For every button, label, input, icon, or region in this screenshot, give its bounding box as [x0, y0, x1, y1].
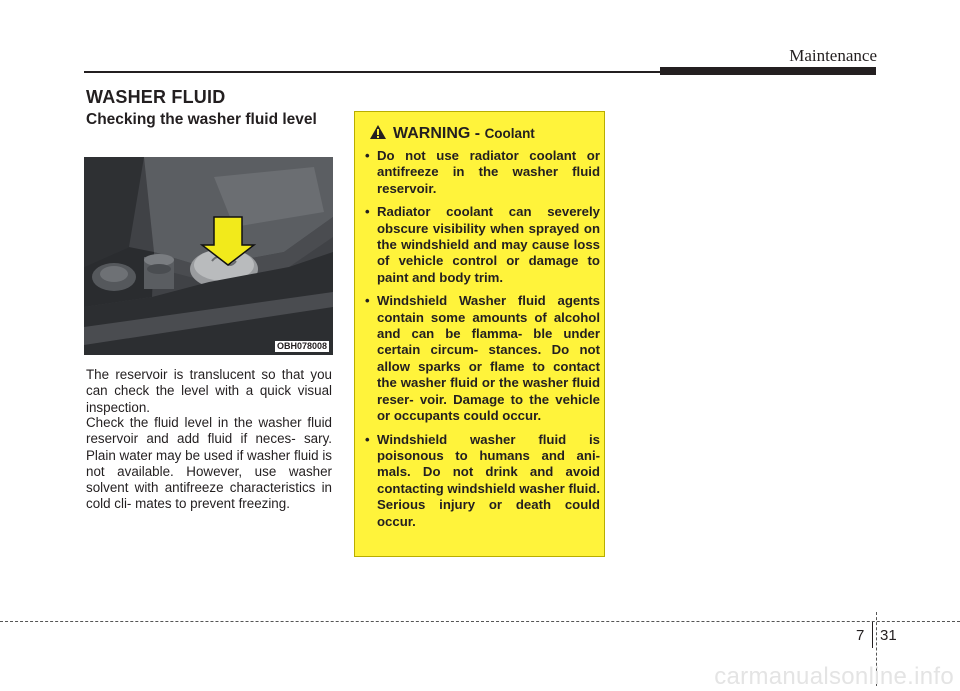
section-title: WASHER FLUID [86, 87, 226, 107]
chapter-number: 7 [856, 627, 865, 644]
warning-heading [393, 125, 535, 143]
warning-label: WARNING - [393, 125, 481, 142]
header-bar [660, 67, 876, 75]
bullet-icon: • [365, 431, 370, 447]
warning-item: • Do not use radiator coolant or antifreeze in the washer fluid reservoir. [365, 148, 600, 196]
warning-list [365, 148, 600, 537]
body-paragraph-2: Check the fluid level in the washer fluid reservoir and add fluid if neces- sary. Plain water may be used if washer fluid is not available. However, use washer solvent with antifreeze characteristics in cold cli- mates to prevent freezing. [86, 415, 332, 512]
page-number-separator [872, 622, 873, 648]
photo-caption: OBH078008 [276, 341, 327, 351]
warning-item: • Windshield Washer fluid agents contain some amounts of alcohol and can be flamma- ble under certain circum- stances. Do not allow sparks or flame to contact the washer fluid or the washer fluid reser- voir. Damage to the vehicle or occupants could occur. [365, 293, 600, 424]
warning-box [354, 111, 605, 557]
bullet-icon: • [365, 204, 370, 220]
watermark: carmanualsonline.info [714, 663, 954, 690]
bullet-icon: • [365, 293, 370, 309]
body-paragraph-1: The reservoir is translucent so that you can check the level with a quick visual inspection. [86, 367, 332, 415]
warning-triangle-icon [369, 124, 387, 140]
warning-item: • Windshield washer fluid is poisonous to humans and ani- mals. Do not drink and avoid contacting windshield washer fluid. Serious injury or death could occur. [365, 431, 600, 529]
footer-rule [0, 621, 960, 622]
washer-reservoir-photo [84, 157, 333, 355]
warning-item: • Radiator coolant can severely obscure visibility when sprayed on the windshield and may cause loss of vehicle control or damage to paint and body trim. [365, 204, 600, 285]
header-rule [84, 71, 660, 73]
engine-bay-illustration [84, 157, 333, 355]
running-header: Maintenance [789, 46, 877, 65]
warning-topic: Coolant [484, 126, 535, 141]
page-number: 31 [880, 627, 897, 644]
subsection-title: Checking the washer fluid level [86, 111, 317, 128]
bullet-icon: • [365, 148, 370, 163]
